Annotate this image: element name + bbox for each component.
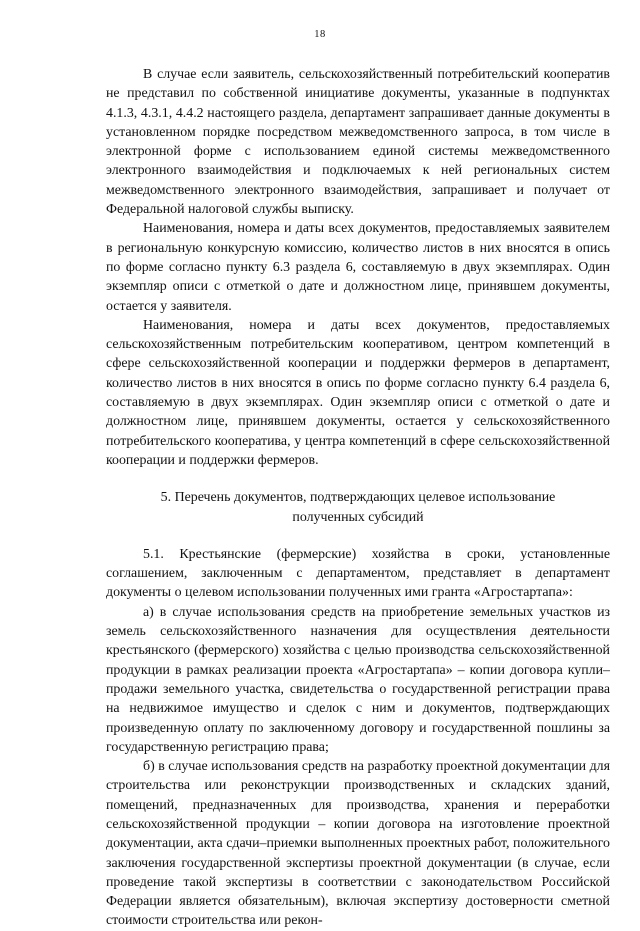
paragraph-5-1: 5.1. Крестьянские (фермерские) хозяйства в сроки, установленные соглашением, заключенным с департаментом, представляет в департамент документы о целевом использовании полученных ими гранта «Агростартапа»: [106, 546, 610, 601]
paragraph-cooperative-inventory: Наименования, номера и даты всех документов, предоставляемых сельскохозяйственным потребительским кооперативом, центром компетенций в сфере сельскохозяйственной кооперации и поддержки фермеров в департамент, количество листов в них вносятся в опись по форме согласно пункту 6.4 раздела 6, составляемую в двух экземплярах. Один экземпляр описи с отметкой о дате и должностном лице, принявшем документы, остается у сельскохозяйственного потребительского кооператива, у центра компетенций в сфере сельскохозяйственной кооперации и поддержки фермеров. [106, 317, 610, 468]
paragraph-item-a: а) в случае использования средств на приобретение земельных участков из земель сельскохозяйственного назначения для осуществления деятельности крестьянского (фермерского) хозяйства с целью производства сельскохозяйственной продукции в рамках реализации проекта «Агростартапа» – копии договора купли–продажи земельного участка, свидетельства о государственной регистрации права на недвижимое имущество и сделок с ним и документов, подтверждающих произведенную оплату по заключенному договору и государственной пошлины за государственную регистрацию права; [106, 604, 610, 755]
section-heading: 5. Перечень документов, подтверждающих целевое использование полученных субсидий [160, 490, 556, 525]
paragraph-applicant-inventory: Наименования, номера и даты всех документов, предоставляемых заявителем в региональную конкурсную комиссию, количество листов в них вносятся в опись по форме согласно пункту 6.3 раздела 6, составляемую в двух экземплярах. Один экземпляр описи с отметкой о дате и должностном лице, принявшем документы, остается у заявителя. [106, 221, 610, 314]
page-number: 18 [314, 29, 326, 40]
paragraph-item-b: б) в случае использования средств на разработку проектной документации для строительства или реконструкции производственных и складских зданий, помещений, предназначенных для производства, хранения и переработки сельскохозяйственной продукции – копии договора на изготовление проектной документации, акта сдачи–приемки выполненных проектных работ, положительного заключения государственной экспертизы проектной документации (в случае, если проведение такой экспертизы в соответствии с законодательством Российской Федерации является обязательным), включая экспертизу достоверности сметной стоимости строительства или рекон- [106, 759, 610, 929]
document-body [106, 65, 610, 931]
paragraph-interagency-request: В случае если заявитель, сельскохозяйственный потребительский кооператив не представил по собственной инициативе документы, указанные в подпунктах 4.1.3, 4.3.1, 4.4.2 настоящего раздела, департамент запрашивает данные документы в установленном порядке посредством межведомственного запроса, в том числе в электронной форме с использованием единой системы межведомственного электронного взаимодействия и подключаемых к ней региональных систем межведомственного электронного взаимодействия, запрашивает и получает от Федеральной налоговой службы выписку. [106, 67, 610, 218]
